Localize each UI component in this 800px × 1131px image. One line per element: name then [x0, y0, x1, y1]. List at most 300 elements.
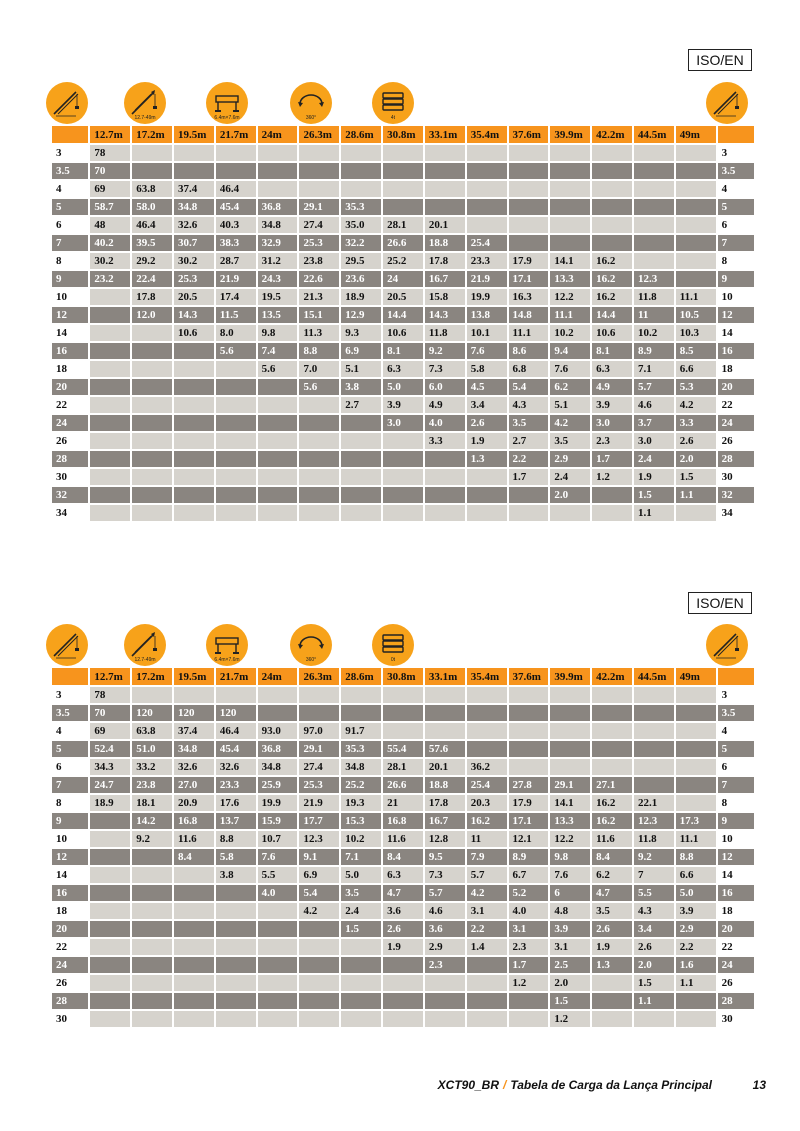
load-cell	[509, 163, 549, 179]
load-cell: 40.2	[90, 235, 130, 251]
radius-label-right: 26	[718, 975, 754, 991]
load-cell	[676, 217, 716, 233]
table-row	[52, 723, 754, 739]
table-row	[52, 433, 754, 449]
load-cell: 23.3	[216, 777, 256, 793]
load-cell: 6.7	[509, 867, 549, 883]
load-cell: 19.5	[258, 289, 298, 305]
load-cell	[258, 939, 298, 955]
load-cell: 18.8	[425, 777, 465, 793]
load-cell	[634, 199, 674, 215]
load-cell: 16.2	[592, 289, 632, 305]
load-cell	[174, 361, 214, 377]
load-cell: 1.5	[341, 921, 381, 937]
load-cell	[509, 993, 549, 1009]
load-cell: 17.3	[676, 813, 716, 829]
load-cell: 52.4	[90, 741, 130, 757]
table-row	[52, 307, 754, 323]
radius-label: 9	[52, 813, 88, 829]
load-cell: 1.5	[676, 469, 716, 485]
counterweight-icon	[372, 624, 414, 666]
load-cell	[592, 235, 632, 251]
load-cell: 10.6	[383, 325, 423, 341]
load-cell	[509, 181, 549, 197]
header-corner	[52, 126, 88, 143]
load-cell	[216, 415, 256, 431]
load-cell	[676, 505, 716, 521]
radius-label-right: 28	[718, 451, 754, 467]
load-cell	[216, 505, 256, 521]
load-cell	[425, 705, 465, 721]
radius-label: 16	[52, 885, 88, 901]
load-cell	[550, 217, 590, 233]
icon-strip-2	[46, 624, 756, 668]
load-cell: 25.2	[341, 777, 381, 793]
radius-label-right: 22	[718, 939, 754, 955]
load-cell	[174, 1011, 214, 1027]
load-cell	[174, 163, 214, 179]
load-cell: 8.1	[592, 343, 632, 359]
table-row	[52, 289, 754, 305]
load-cell: 5.4	[299, 885, 339, 901]
load-cell	[216, 939, 256, 955]
load-cell	[550, 687, 590, 703]
icon-label: 12.7-49m	[134, 115, 156, 121]
load-cell	[383, 705, 423, 721]
load-cell: 10.1	[467, 325, 507, 341]
load-cell: 17.8	[132, 289, 172, 305]
load-cell	[216, 957, 256, 973]
radius-label-right: 7	[718, 777, 754, 793]
load-cell	[174, 505, 214, 521]
icon-label: 6.4m×7.6m	[214, 657, 240, 663]
load-cell: 5.7	[634, 379, 674, 395]
load-cell: 63.8	[132, 181, 172, 197]
load-cell: 23.8	[132, 777, 172, 793]
radius-label: 5	[52, 199, 88, 215]
load-cell	[258, 415, 298, 431]
load-cell	[676, 235, 716, 251]
table-row	[52, 181, 754, 197]
radius-label-right: 16	[718, 885, 754, 901]
load-cell: 2.2	[467, 921, 507, 937]
table-row	[52, 903, 754, 919]
load-cell	[90, 307, 130, 323]
load-cell	[174, 939, 214, 955]
load-cell	[425, 181, 465, 197]
load-cell: 7.6	[550, 361, 590, 377]
load-cell	[425, 145, 465, 161]
load-cell: 1.9	[634, 469, 674, 485]
load-cell	[90, 813, 130, 829]
load-cell: 39.5	[132, 235, 172, 251]
load-cell: 30.2	[174, 253, 214, 269]
load-cell: 2.3	[592, 433, 632, 449]
load-cell: 11.1	[676, 831, 716, 847]
icon-label: 6.4m×7.6m	[214, 115, 240, 121]
header-corner	[718, 126, 754, 143]
load-cell	[90, 415, 130, 431]
load-cell: 5.5	[258, 867, 298, 883]
load-cell: 22.4	[132, 271, 172, 287]
load-cell	[383, 993, 423, 1009]
load-cell: 14.4	[383, 307, 423, 323]
load-cell: 23.6	[341, 271, 381, 287]
load-cell: 3.8	[216, 867, 256, 883]
load-cell	[90, 939, 130, 955]
load-cell	[299, 993, 339, 1009]
load-cell: 21.3	[299, 289, 339, 305]
load-cell: 58.0	[132, 199, 172, 215]
load-cell: 5.8	[216, 849, 256, 865]
load-cell: 5.0	[341, 867, 381, 883]
load-cell: 3.8	[341, 379, 381, 395]
load-cell: 11.1	[676, 289, 716, 305]
load-cell	[592, 217, 632, 233]
load-cell	[592, 145, 632, 161]
radius-label: 3	[52, 145, 88, 161]
radius-label: 7	[52, 235, 88, 251]
load-cell	[90, 505, 130, 521]
load-cell: 2.7	[509, 433, 549, 449]
radius-label-right: 18	[718, 903, 754, 919]
load-cell	[341, 415, 381, 431]
boom-radius-right-icon	[706, 624, 748, 666]
load-cell	[132, 343, 172, 359]
radius-label-right: 26	[718, 433, 754, 449]
radius-label-right: 8	[718, 253, 754, 269]
load-cell	[258, 1011, 298, 1027]
load-cell: 5.8	[467, 361, 507, 377]
load-cell	[174, 415, 214, 431]
load-cell	[676, 705, 716, 721]
load-cell: 3.9	[676, 903, 716, 919]
load-cell: 34.8	[341, 759, 381, 775]
load-cell: 27.1	[592, 777, 632, 793]
load-cell	[425, 975, 465, 991]
load-cell: 46.4	[216, 723, 256, 739]
load-cell: 16.7	[425, 271, 465, 287]
boom-length-header: 26.3m	[299, 668, 339, 685]
load-cell	[132, 957, 172, 973]
table-row	[52, 939, 754, 955]
load-cell: 23.8	[299, 253, 339, 269]
table-row	[52, 361, 754, 377]
radius-label-right: 30	[718, 1011, 754, 1027]
load-cell: 10.2	[341, 831, 381, 847]
load-cell: 3.6	[383, 903, 423, 919]
load-cell: 78	[90, 145, 130, 161]
load-cell: 4.2	[676, 397, 716, 413]
load-cell: 8.8	[216, 831, 256, 847]
load-cell: 7.9	[467, 849, 507, 865]
load-chart-table-2	[50, 666, 756, 1029]
radius-label: 34	[52, 505, 88, 521]
load-cell: 18.1	[132, 795, 172, 811]
load-cell: 6.3	[592, 361, 632, 377]
load-cell: 2.4	[550, 469, 590, 485]
load-cell: 7.6	[467, 343, 507, 359]
radius-label: 26	[52, 433, 88, 449]
table-row	[52, 759, 754, 775]
load-cell	[216, 145, 256, 161]
load-cell	[383, 433, 423, 449]
radius-label: 22	[52, 397, 88, 413]
table-row	[52, 487, 754, 503]
load-cell	[174, 145, 214, 161]
load-cell: 4.0	[425, 415, 465, 431]
load-cell	[592, 975, 632, 991]
load-cell	[634, 759, 674, 775]
load-cell: 3.6	[425, 921, 465, 937]
radius-label-right: 30	[718, 469, 754, 485]
load-cell: 7	[634, 867, 674, 883]
load-cell	[299, 487, 339, 503]
load-cell: 2.6	[383, 921, 423, 937]
load-cell: 3.0	[592, 415, 632, 431]
load-cell: 8.4	[174, 849, 214, 865]
load-cell	[132, 1011, 172, 1027]
load-cell	[425, 451, 465, 467]
load-cell	[90, 993, 130, 1009]
load-cell: 4.2	[467, 885, 507, 901]
load-cell	[634, 723, 674, 739]
load-cell: 7.6	[550, 867, 590, 883]
load-cell: 15.8	[425, 289, 465, 305]
load-cell: 4.6	[634, 397, 674, 413]
radius-label: 9	[52, 271, 88, 287]
radius-label: 24	[52, 957, 88, 973]
load-cell: 16.2	[592, 253, 632, 269]
load-cell	[174, 487, 214, 503]
table-row	[52, 813, 754, 829]
load-cell	[550, 145, 590, 161]
load-cell	[550, 759, 590, 775]
radius-label-right: 28	[718, 993, 754, 1009]
load-cell: 16.7	[425, 813, 465, 829]
load-cell	[299, 1011, 339, 1027]
load-cell	[90, 397, 130, 413]
load-cell: 2.9	[425, 939, 465, 955]
load-cell: 3.5	[341, 885, 381, 901]
table-header-row	[52, 126, 754, 143]
load-cell	[90, 831, 130, 847]
load-cell: 1.5	[634, 487, 674, 503]
load-cell: 35.3	[341, 199, 381, 215]
load-cell	[341, 487, 381, 503]
load-cell	[592, 741, 632, 757]
load-cell	[676, 181, 716, 197]
load-cell: 6.3	[383, 867, 423, 883]
load-cell	[90, 849, 130, 865]
load-cell	[383, 723, 423, 739]
load-cell	[383, 145, 423, 161]
load-cell: 13.3	[550, 813, 590, 829]
load-cell: 10.3	[676, 325, 716, 341]
load-cell: 70	[90, 163, 130, 179]
load-cell: 20.5	[383, 289, 423, 305]
load-cell	[676, 163, 716, 179]
radius-label: 3	[52, 687, 88, 703]
table-row	[52, 235, 754, 251]
load-cell: 6.3	[383, 361, 423, 377]
radius-label: 14	[52, 867, 88, 883]
table-row	[52, 957, 754, 973]
load-cell: 3.0	[634, 433, 674, 449]
load-cell	[174, 975, 214, 991]
load-cell	[216, 487, 256, 503]
boom-length-header: 44.5m	[634, 668, 674, 685]
load-cell: 45.4	[216, 741, 256, 757]
load-cell	[299, 505, 339, 521]
load-cell: 7.6	[258, 849, 298, 865]
load-cell	[550, 741, 590, 757]
load-cell	[299, 163, 339, 179]
load-cell: 13.7	[216, 813, 256, 829]
table-row	[52, 975, 754, 991]
radius-label: 22	[52, 939, 88, 955]
load-cell	[467, 975, 507, 991]
load-cell: 1.4	[467, 939, 507, 955]
load-cell	[258, 181, 298, 197]
load-cell	[216, 993, 256, 1009]
boom-length-icon	[124, 624, 166, 666]
load-cell: 6.8	[509, 361, 549, 377]
radius-label: 8	[52, 253, 88, 269]
load-cell: 31.2	[258, 253, 298, 269]
load-cell	[634, 253, 674, 269]
load-cell: 14.2	[132, 813, 172, 829]
load-cell: 5.4	[509, 379, 549, 395]
load-cell	[174, 379, 214, 395]
radius-label-right: 5	[718, 199, 754, 215]
load-cell: 10.2	[634, 325, 674, 341]
header-corner	[718, 668, 754, 685]
load-cell	[634, 163, 674, 179]
load-cell: 25.9	[258, 777, 298, 793]
load-cell	[341, 469, 381, 485]
load-cell: 2.0	[550, 487, 590, 503]
load-cell: 70	[90, 705, 130, 721]
radius-label-right: 9	[718, 271, 754, 287]
table-row	[52, 397, 754, 413]
load-cell	[90, 343, 130, 359]
load-cell: 1.1	[676, 487, 716, 503]
load-cell: 5.6	[258, 361, 298, 377]
load-cell	[550, 199, 590, 215]
load-cell: 4.8	[550, 903, 590, 919]
load-cell	[676, 145, 716, 161]
load-cell: 69	[90, 181, 130, 197]
load-cell: 35.3	[341, 741, 381, 757]
load-cell	[174, 921, 214, 937]
load-cell: 4.2	[299, 903, 339, 919]
load-cell	[676, 723, 716, 739]
load-cell: 3.9	[550, 921, 590, 937]
load-cell: 12.9	[341, 307, 381, 323]
load-cell: 120	[132, 705, 172, 721]
boom-length-header: 39.9m	[550, 668, 590, 685]
table-row	[52, 145, 754, 161]
load-cell	[550, 163, 590, 179]
load-cell	[132, 921, 172, 937]
radius-label: 3.5	[52, 163, 88, 179]
load-cell	[132, 939, 172, 955]
load-cell: 3.0	[383, 415, 423, 431]
radius-label: 3.5	[52, 705, 88, 721]
load-cell: 25.4	[467, 777, 507, 793]
load-cell: 37.4	[174, 181, 214, 197]
load-cell: 120	[174, 705, 214, 721]
load-cell	[550, 705, 590, 721]
table-row	[52, 505, 754, 521]
load-cell	[634, 687, 674, 703]
load-cell	[550, 235, 590, 251]
load-cell	[634, 705, 674, 721]
load-cell	[592, 505, 632, 521]
radius-label-right: 3	[718, 687, 754, 703]
load-cell: 1.7	[592, 451, 632, 467]
load-cell: 12.1	[509, 831, 549, 847]
load-cell: 1.6	[676, 957, 716, 973]
load-cell	[676, 1011, 716, 1027]
radius-label-right: 4	[718, 723, 754, 739]
load-cell	[383, 1011, 423, 1027]
load-cell: 11.8	[634, 289, 674, 305]
boom-length-header: 42.2m	[592, 126, 632, 143]
load-cell	[341, 505, 381, 521]
load-cell: 12.2	[550, 831, 590, 847]
load-cell	[299, 469, 339, 485]
load-cell	[174, 687, 214, 703]
load-cell	[592, 723, 632, 739]
load-cell	[216, 1011, 256, 1027]
load-cell: 97.0	[299, 723, 339, 739]
load-cell	[509, 487, 549, 503]
boom-length-header: 28.6m	[341, 126, 381, 143]
load-cell	[132, 487, 172, 503]
radius-label: 20	[52, 379, 88, 395]
load-cell: 2.6	[634, 939, 674, 955]
load-cell: 63.8	[132, 723, 172, 739]
load-cell: 7.4	[258, 343, 298, 359]
load-cell: 8.8	[676, 849, 716, 865]
boom-length-header: 49m	[676, 126, 716, 143]
load-cell: 4.9	[425, 397, 465, 413]
load-cell	[90, 451, 130, 467]
load-cell: 12.2	[550, 289, 590, 305]
load-cell: 12.3	[634, 271, 674, 287]
load-cell: 27.4	[299, 759, 339, 775]
header-corner	[52, 668, 88, 685]
load-cell: 17.8	[425, 795, 465, 811]
load-cell: 35.0	[341, 217, 381, 233]
load-cell: 6.9	[341, 343, 381, 359]
load-cell: 2.6	[592, 921, 632, 937]
load-cell	[90, 469, 130, 485]
load-cell: 3.9	[592, 397, 632, 413]
load-cell: 8.8	[299, 343, 339, 359]
load-cell	[216, 379, 256, 395]
load-cell: 4.2	[550, 415, 590, 431]
load-cell	[174, 397, 214, 413]
radius-label-right: 34	[718, 505, 754, 521]
load-cell: 13.8	[467, 307, 507, 323]
load-cell: 32.6	[174, 217, 214, 233]
boom-length-header: 33.1m	[425, 668, 465, 685]
load-cell	[425, 687, 465, 703]
table-row	[52, 163, 754, 179]
